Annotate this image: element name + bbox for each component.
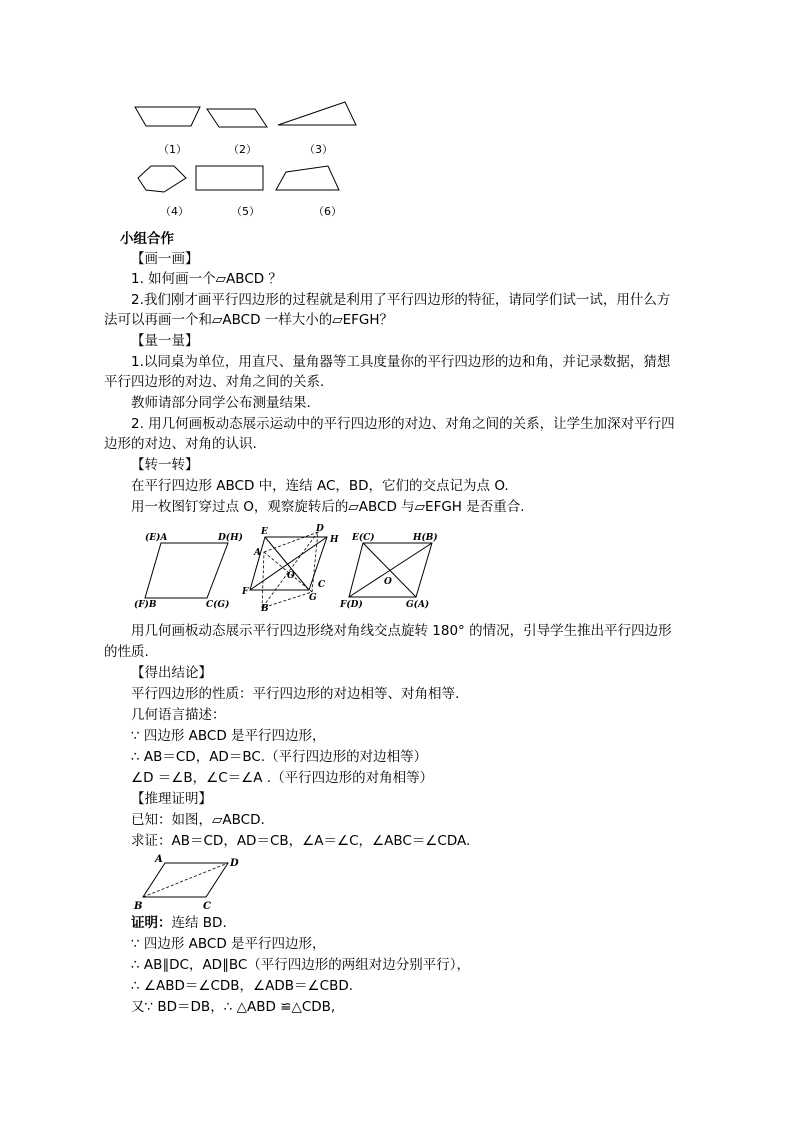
shape-3-triangle <box>278 102 356 125</box>
proof-label-B: B <box>134 901 143 912</box>
measure-p1-line2: 平行四边形的对边、对角之间的关系. <box>104 374 325 390</box>
conclusion-p2: 几何语言描述： <box>131 707 226 723</box>
rotate-p3-line2: 的性质. <box>104 644 149 660</box>
shape-2-parallelogram <box>207 109 267 127</box>
fig3-label-FD: F(D) <box>340 600 363 610</box>
rotate-p1: 在平行四边形 ABCD 中，连结 AC，BD，它们的交点记为点 O. <box>131 478 509 494</box>
shape-1-trapezoid <box>135 107 200 126</box>
proof-to-prove: 求证：AB＝CD，AD＝CB，∠A＝∠C，∠ABC＝∠CDA. <box>131 833 471 849</box>
proof-step-4: 又∵ BD＝DB，∴ △ABD ≌△CDB, <box>131 999 336 1015</box>
proof-given: 已知：如图，▱ABCD. <box>131 812 265 828</box>
shape-4-pentagon <box>138 166 186 192</box>
proof-step-3: ∴ ∠ABD＝∠CDB，∠ADB＝∠CBD. <box>131 978 354 994</box>
shape-5-rectangle <box>196 166 263 190</box>
fig2-label-B: B <box>261 604 269 614</box>
fig3-label-GA: G(A) <box>406 600 430 610</box>
conclusion-heading: 【得出结论】 <box>131 665 212 681</box>
proof-intro-text: 连结 BD. <box>171 915 227 931</box>
conclusion-p4: ∴ AB＝CD，AD＝BC.（平行四边形的对边相等） <box>131 749 428 765</box>
caption-1: （1） <box>158 143 187 156</box>
conclusion-p3: ∵ 四边形 ABCD 是平行四边形， <box>131 728 326 744</box>
draw-q2-line1: 2.我们刚才画平行四边形的过程就是利用了平行四边形的特征，请同学们试一试，用什么方 <box>131 292 671 308</box>
fig1-label-CG: C(G) <box>206 600 230 610</box>
caption-2: （2） <box>228 143 257 156</box>
fig1-label-FB: (F)B <box>134 600 157 610</box>
caption-4: （4） <box>160 205 189 218</box>
fig1-label-EA: (E)A <box>145 533 168 543</box>
fig1-parallelogram <box>145 543 228 598</box>
conclusion-p1: 平行四边形的性质：平行四边形的对边相等、对角相等. <box>131 686 460 702</box>
caption-5: （5） <box>231 205 260 218</box>
proof-step-1: ∵ 四边形 ABCD 是平行四边形， <box>131 936 326 952</box>
fig2-label-F: F <box>242 587 249 597</box>
proof-label-D: D <box>230 858 239 869</box>
fig2-label-G: G <box>309 593 317 603</box>
proof-label-A: A <box>155 854 163 865</box>
fig3-label-O: O <box>384 577 392 587</box>
measure-p3-line2: 边形的对边、对角的认识. <box>104 436 257 452</box>
fig2-label-D: D <box>316 524 324 534</box>
fig2-label-C: C <box>318 580 326 590</box>
fig2-label-O: O <box>287 571 295 581</box>
proof-diagonal-bd-dashed <box>143 863 228 897</box>
fig3-label-EC: E(C) <box>352 533 375 543</box>
draw-heading: 【画一画】 <box>131 251 199 267</box>
rotate-p2: 用一枚图钉穿过点 O，观察旋转后的▱ABCD 与▱EFGH 是否重合. <box>131 499 525 515</box>
proof-label-C: C <box>203 901 211 912</box>
proof-label: 证明： <box>131 915 172 931</box>
rotate-p3-line1: 用几何画板动态展示平行四边形绕对角线交点旋转 180° 的情况，引导学生推出平行四边形 <box>131 623 672 639</box>
draw-q2-line2: 法可以再画一个和▱ABCD 一样大小的▱EFGH？ <box>104 312 394 328</box>
fig3-diagonal-2 <box>349 543 432 597</box>
proof-step-2: ∴ AB∥DC，AD∥BC（平行四边形的两组对边分别平行）， <box>131 957 471 973</box>
draw-q1: 1. 如何画一个▱ABCD ？ <box>131 271 282 287</box>
proof-figure <box>0 850 794 912</box>
shape-6-quadrilateral <box>276 166 339 190</box>
fig3-diagonal-1 <box>363 543 416 597</box>
caption-6: （6） <box>313 205 342 218</box>
rotate-heading: 【转一转】 <box>131 457 199 473</box>
shapes-figure <box>0 0 794 225</box>
caption-3: （3） <box>304 143 333 156</box>
rotation-figures <box>0 520 794 615</box>
proof-intro <box>131 913 227 933</box>
fig1-label-DH: D(H) <box>218 533 243 543</box>
proof-heading: 【推理证明】 <box>131 791 212 807</box>
fig3-label-HB: H(B) <box>413 533 438 543</box>
conclusion-p5: ∠D ＝∠B，∠C＝∠A .（平行四边形的对角相等） <box>131 770 434 786</box>
fig2-diagonal-hf <box>250 537 327 590</box>
measure-p2: 教师请部分同学公布测量结果. <box>131 395 311 411</box>
measure-p3-line1: 2. 用几何画板动态展示运动中的平行四边形的对边、对角之间的关系，让学生加深对平行四 <box>131 416 675 432</box>
fig2-label-E: E <box>261 527 268 537</box>
measure-p1-line1: 1.以同桌为单位，用直尺、量角器等工具度量你的平行四边形的边和角，并记录数据，猜想 <box>131 354 671 370</box>
fig2-label-H: H <box>330 535 339 545</box>
section-title: 小组合作 <box>120 231 174 247</box>
measure-heading: 【量一量】 <box>131 333 199 349</box>
fig2-label-A: A <box>254 548 261 558</box>
fig2-diagonal-eg <box>265 537 309 590</box>
